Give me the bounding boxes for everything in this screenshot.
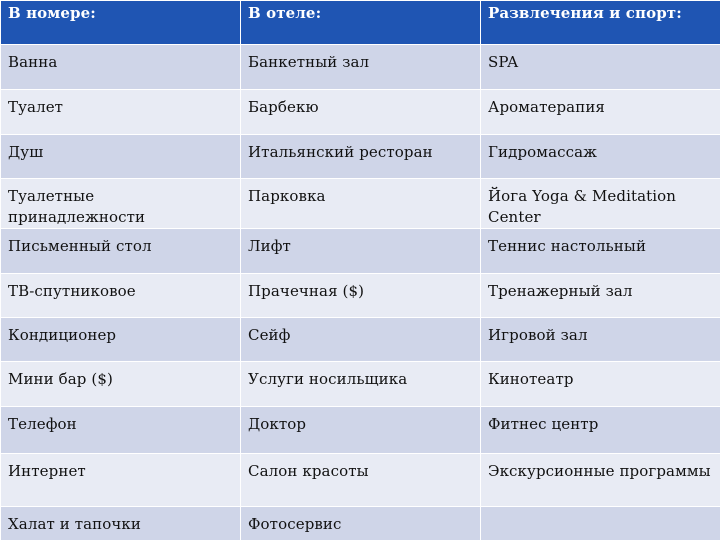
table-cell: Парковка xyxy=(241,179,481,229)
header-entertainment-sport: Развлечения и спорт: xyxy=(481,1,720,45)
table-cell: Теннис настольный xyxy=(481,229,720,274)
table-cell: Душ xyxy=(1,135,241,179)
table-cell: Экскурсионные программы xyxy=(481,454,720,507)
table-cell xyxy=(481,507,720,540)
table-cell: Телефон xyxy=(1,407,241,454)
table-row xyxy=(1,362,720,407)
table-row xyxy=(1,318,720,362)
table-cell: Туалетные принадлежности xyxy=(1,179,241,229)
header-row xyxy=(1,1,720,45)
table-cell: Мини бар ($) xyxy=(1,362,241,407)
table-cell: Сейф xyxy=(241,318,481,362)
header-in-hotel: В отеле: xyxy=(241,1,481,45)
header-in-room: В номере: xyxy=(1,1,241,45)
table-cell: SPA xyxy=(481,45,720,90)
table-row xyxy=(1,90,720,135)
table-cell: Салон красоты xyxy=(241,454,481,507)
table-cell: Тренажерный зал xyxy=(481,274,720,318)
table-cell: Фотосервис xyxy=(241,507,481,540)
table-row xyxy=(1,407,720,454)
table-row xyxy=(1,229,720,274)
table-cell: Ванна xyxy=(1,45,241,90)
table-row xyxy=(1,507,720,540)
table-cell: Йога Yoga & Meditation Center xyxy=(481,179,720,229)
table-cell: Прачечная ($) xyxy=(241,274,481,318)
table-cell: Интернет xyxy=(1,454,241,507)
table-cell: Игровой зал xyxy=(481,318,720,362)
table-cell: Фитнес центр xyxy=(481,407,720,454)
table-cell: Банкетный зал xyxy=(241,45,481,90)
table-cell: Барбекю xyxy=(241,90,481,135)
table-row xyxy=(1,454,720,507)
table-row xyxy=(1,135,720,179)
table-cell: Ароматерапия xyxy=(481,90,720,135)
table-cell: ТВ-спутниковое xyxy=(1,274,241,318)
table-cell: Кинотеатр xyxy=(481,362,720,407)
table-row xyxy=(1,274,720,318)
table-cell: Туалет xyxy=(1,90,241,135)
table-cell: Гидромассаж xyxy=(481,135,720,179)
table-cell: Итальянский ресторан xyxy=(241,135,481,179)
table-cell: Кондиционер xyxy=(1,318,241,362)
table-cell: Доктор xyxy=(241,407,481,454)
table-cell: Лифт xyxy=(241,229,481,274)
table-cell: Письменный стол xyxy=(1,229,241,274)
table-cell: Халат и тапочки xyxy=(1,507,241,540)
table-cell: Услуги носильщика xyxy=(241,362,481,407)
table-row xyxy=(1,45,720,90)
table-row xyxy=(1,179,720,229)
